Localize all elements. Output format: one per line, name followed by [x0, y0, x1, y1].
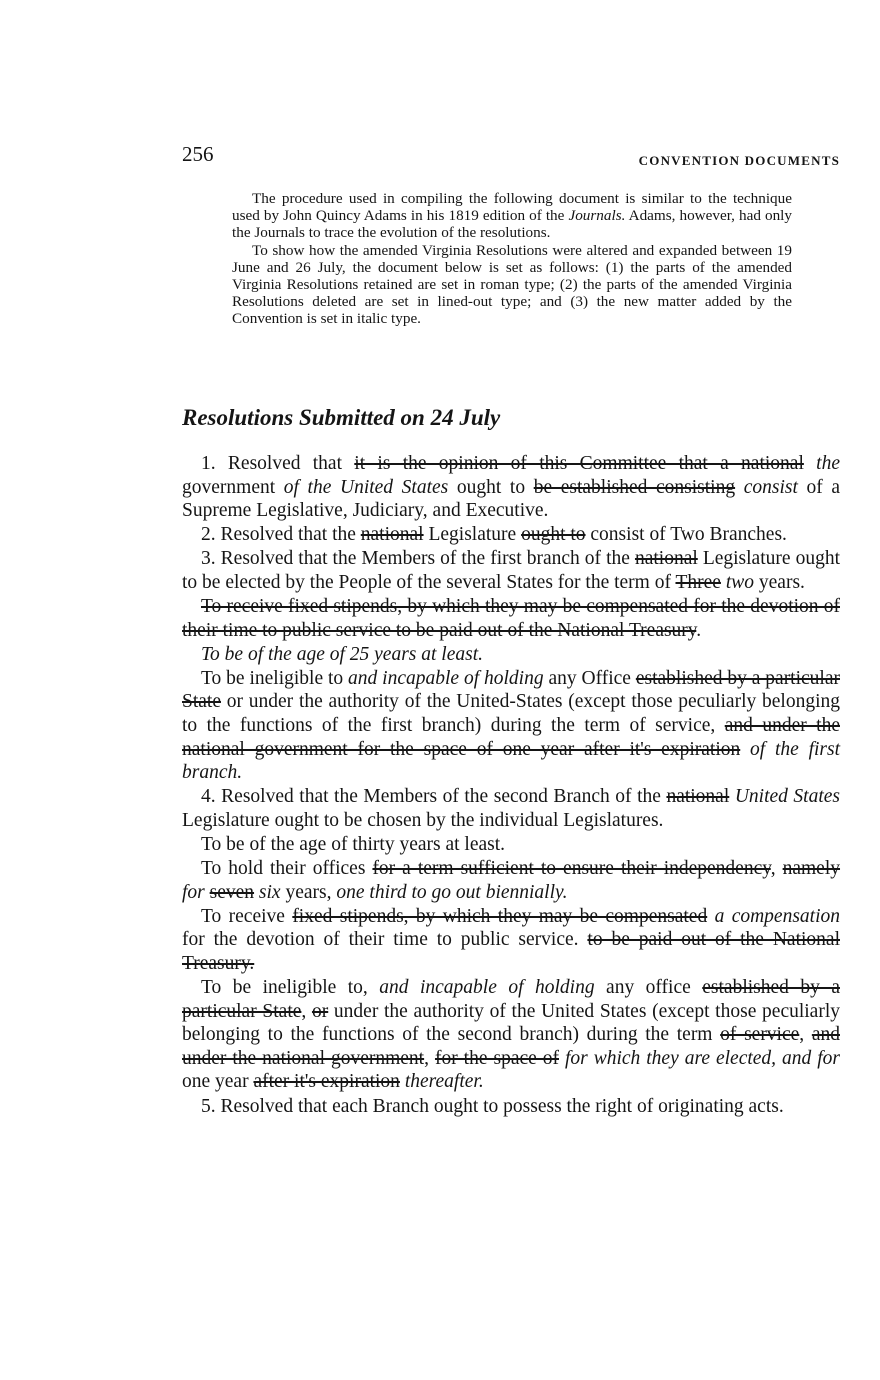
deleted-text: it is the opinion of this Committee that a national: [354, 453, 804, 474]
deleted-text: fixed stipends, by which they may be compensated: [292, 905, 708, 927]
resolution-paragraph: [182, 857, 840, 904]
deleted-text: ought to: [521, 524, 586, 546]
resolution-paragraph: [182, 667, 840, 785]
resolution-paragraph: [182, 1095, 840, 1119]
deleted-text: to be paid out of the National Treasury.: [182, 929, 840, 974]
retained-text: 3. Resolved that the Members of the first branch of the: [201, 548, 635, 570]
running-head: CONVENTION DOCUMENTS: [638, 153, 840, 168]
resolution-paragraph: [182, 976, 840, 1094]
retained-text: or under the authority of the United-States (except those peculiarly belonging to the functions of the first branch) during the term of service,: [182, 691, 840, 737]
deleted-text: be established consisting: [533, 476, 736, 498]
retained-text: 2. Resolved that the: [201, 524, 361, 546]
added-text: one third to go out biennially.: [336, 881, 568, 903]
added-text: for: [182, 881, 205, 903]
retained-text: years,: [280, 881, 337, 903]
deleted-text: national: [666, 786, 730, 808]
deleted-text: of service: [720, 1024, 800, 1046]
page-number: 256: [182, 142, 214, 166]
added-text: for: [817, 1047, 841, 1069]
added-text: To be of the age of 25 years at least.: [201, 643, 484, 665]
retained-text: consist of Two Branches.: [585, 524, 787, 546]
added-text: and incapable of holding: [379, 977, 595, 999]
added-text: Journals.: [568, 207, 626, 225]
deleted-text: and under the national government: [182, 1024, 840, 1069]
added-text: United States: [734, 786, 841, 808]
retained-text: [707, 906, 714, 927]
added-text: six: [258, 881, 281, 903]
deleted-text: or: [311, 1000, 329, 1022]
intro-paragraph: [232, 242, 792, 328]
retained-text: of a Supreme Legislative, Judiciary, and Executive.: [182, 476, 841, 522]
retained-text: under the authority of the United States (except those peculiarly belonging to the functions of the second branch) during the term: [182, 1000, 841, 1046]
retained-text: Legislature: [423, 524, 522, 546]
retained-text: To be of the age of thirty years at least.: [201, 834, 506, 855]
deleted-text: seven: [209, 881, 255, 903]
retained-text: one year: [182, 1071, 254, 1093]
retained-text: [735, 477, 744, 498]
added-text: two: [725, 571, 755, 593]
deleted-text: national: [634, 548, 698, 570]
added-text: consist: [743, 476, 798, 498]
retained-text: To be ineligible to,: [201, 977, 380, 999]
retained-text: ,: [424, 1047, 435, 1069]
deleted-text: Three: [675, 571, 721, 593]
deleted-text: To receive fixed stipends, by which they may be compensated for the devotion of their time to public service to be paid out of the National Treasury: [182, 596, 840, 641]
retained-text: ought to: [448, 476, 534, 498]
resolution-paragraph: [182, 547, 840, 594]
retained-text: 5. Resolved that each Branch ought to possess the right of originating acts.: [201, 1095, 784, 1117]
added-text: of the United States: [283, 476, 449, 498]
retained-text: To hold their offices: [201, 858, 373, 880]
deleted-text: established by a particular State: [182, 667, 840, 713]
retained-text: To receive: [201, 905, 293, 927]
retained-text: 4. Resolved that the Members of the second Branch of the: [201, 786, 667, 808]
deleted-text: namely: [782, 858, 841, 880]
resolutions-text: [182, 452, 840, 1119]
retained-text: .: [696, 619, 702, 641]
deleted-text: and under the national government for the space of one year after it's expiration: [182, 715, 840, 760]
resolution-paragraph: [182, 905, 840, 976]
retained-text: any office: [594, 977, 703, 999]
retained-text: government: [182, 476, 284, 498]
retained-text: 1. Resolved that: [201, 453, 355, 474]
editorial-note: [232, 190, 792, 328]
retained-text: any Office: [543, 667, 636, 689]
added-text: the: [816, 453, 840, 474]
retained-text: To be ineligible to: [201, 667, 349, 689]
added-text: and incapable of holding: [348, 667, 544, 689]
retained-text: ,: [770, 858, 783, 880]
retained-text: [740, 739, 750, 760]
retained-text: Legislature ought to be chosen by the individual Legislatures.: [182, 809, 664, 831]
added-text: for which they are elected, and: [564, 1047, 812, 1069]
resolution-paragraph: [182, 643, 840, 667]
added-text: a compensation: [714, 905, 841, 927]
retained-text: ,: [799, 1024, 812, 1046]
retained-text: The procedure used in compiling the following document is similar to the technique used by John Quincy Adams in his 1819 edition of the: [232, 190, 792, 225]
added-text: thereafter.: [404, 1071, 484, 1093]
retained-text: To show how the amended Virginia Resolutions were altered and expanded between 19 June and 26 July, the document below is set as follows: (1) the parts of the amended Virginia Resolutions retained are set in roman type; (2) the parts of the amended Virginia Resolutions deleted are set in lined-out type; and (3) the new matter added by the Convention is set in italic type.: [232, 241, 792, 328]
added-text: of the first branch.: [182, 738, 841, 784]
resolution-paragraph: [182, 595, 840, 642]
retained-text: [804, 453, 816, 474]
deleted-text: national: [360, 524, 424, 546]
resolution-paragraph: [182, 523, 840, 547]
retained-text: ,: [301, 1000, 312, 1022]
deleted-text: for the space of: [434, 1047, 559, 1069]
section-title: Resolutions Submitted on 24 July: [182, 405, 501, 430]
retained-text: years.: [754, 571, 805, 593]
resolution-paragraph: [182, 785, 840, 832]
retained-text: Legislature ought to be elected by the People of the several States for the term of: [182, 548, 840, 593]
retained-text: for the devotion of their time to public service.: [182, 929, 588, 951]
intro-paragraph: [232, 190, 792, 242]
resolution-paragraph: [182, 452, 840, 523]
resolution-paragraph: [182, 833, 840, 857]
deleted-text: for a term sufficient to ensure their independency: [372, 858, 771, 880]
deleted-text: after it's expiration: [253, 1071, 400, 1093]
deleted-text: established by a particular State: [182, 977, 840, 1022]
retained-text: Adams, however, had only the Journals to trace the evolution of the resolutions.: [232, 207, 792, 242]
